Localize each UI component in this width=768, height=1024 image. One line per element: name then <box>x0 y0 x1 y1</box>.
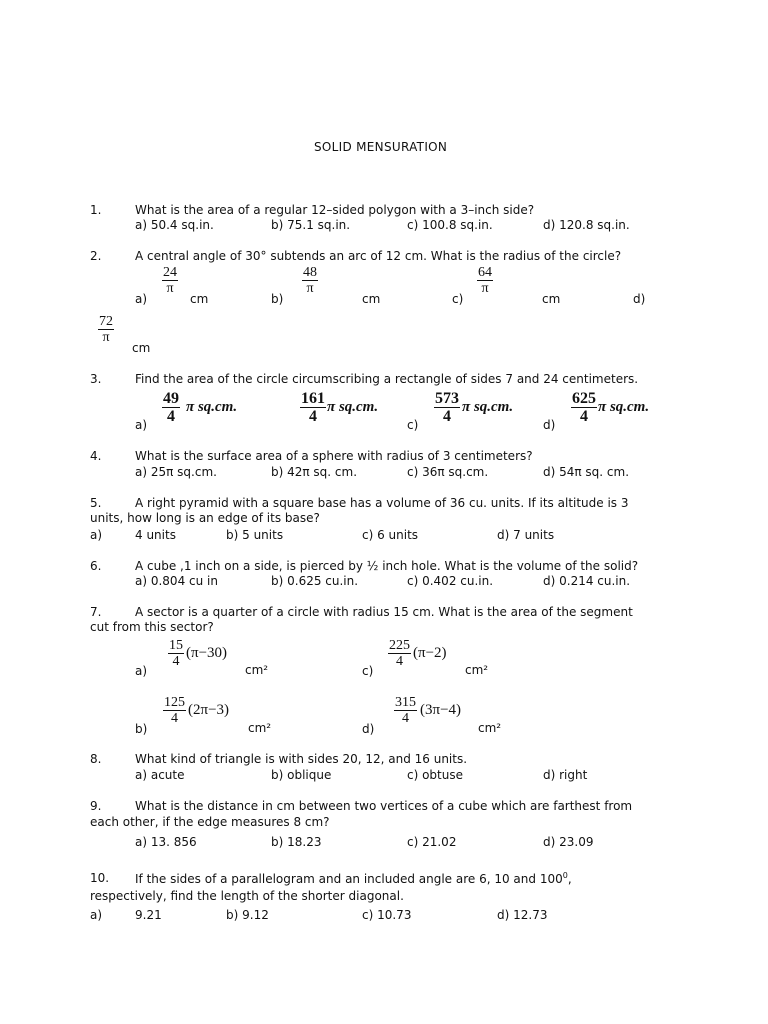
q8-choice-c: c) obtuse <box>407 768 463 782</box>
q2-number: 2. <box>90 249 102 263</box>
q3-choice-b-suffix: π sq.cm. <box>327 399 379 415</box>
q3-choice-d-label: d) <box>543 418 556 432</box>
q7-number: 7. <box>90 605 102 619</box>
q7-choice-d-label: d) <box>362 722 375 736</box>
q1-number: 1. <box>90 203 102 217</box>
q5-choice-a: 4 units <box>135 528 176 542</box>
q10-number: 10. <box>90 871 110 885</box>
q5-choice-b: b) 5 units <box>226 528 284 542</box>
q9-text: What is the distance in cm between two vertices of a cube which are farthest from <box>135 799 633 813</box>
q7-choice-a-unit: cm² <box>245 663 269 677</box>
q3-choice-c-label: c) <box>407 418 419 432</box>
q3-choice-d-fraction: $\frac{625}{4}$ <box>572 390 596 425</box>
q4-choice-c: c) 36π sq.cm. <box>407 465 489 479</box>
q8-number: 8. <box>90 752 102 766</box>
q7-choice-a-fraction: $\frac{15}{4}$ <box>169 638 183 669</box>
q2-choice-b-unit: cm <box>362 292 381 306</box>
q1-choice-c: c) 100.8 sq.in. <box>407 218 493 232</box>
q7-choice-c-label: c) <box>362 664 374 678</box>
q6-text: A cube ,1 inch on a side, is pierced by ½ inch hole. What is the volume of the solid? <box>135 559 639 573</box>
q9-text-line2: each other, if the edge measures 8 cm? <box>90 815 330 829</box>
q6-choice-a: a) 0.804 cu in <box>135 574 218 588</box>
q3-choice-a-suffix: π sq.cm. <box>186 399 238 415</box>
q2-choice-a-label: a) <box>135 292 148 306</box>
q6-number: 6. <box>90 559 102 573</box>
q1-choice-a: a) 50.4 sq.in. <box>135 218 214 232</box>
q10-text-line2: respectively, find the length of the shorter diagonal. <box>90 889 404 903</box>
q2-choice-d-unit: cm <box>132 341 151 355</box>
q1-text: What is the area of a regular 12–sided polygon with a 3–inch side? <box>135 203 535 217</box>
q8-choice-b: b) oblique <box>271 768 332 782</box>
q3-choice-d-suffix: π sq.cm. <box>598 399 650 415</box>
q3-choice-a-fraction: $\frac{49}{4}$ <box>163 390 179 425</box>
q9-choice-c: c) 21.02 <box>407 835 457 849</box>
q3-text: Find the area of the circle circumscribing a rectangle of sides 7 and 24 centimeters. <box>135 372 639 386</box>
q4-choice-a: a) 25π sq.cm. <box>135 465 217 479</box>
q2-choice-b-fraction: $\frac{48}{\pi}$ <box>303 265 317 296</box>
q7-choice-b-unit: cm² <box>248 721 272 735</box>
q9-choice-b: b) 18.23 <box>271 835 322 849</box>
q7-choice-b-fraction: $\frac{125}{4}$ <box>164 695 185 726</box>
q5-choice-c: c) 6 units <box>362 528 419 542</box>
q5-text-line2: units, how long is an edge of its base? <box>90 511 320 525</box>
q10-choice-a-label: a) <box>90 908 103 922</box>
q2-choice-a-unit: cm <box>190 292 209 306</box>
q2-choice-a-fraction: $\frac{24}{\pi}$ <box>163 265 177 296</box>
q7-choice-c-paren: (π−2) <box>413 645 447 661</box>
q8-choice-a: a) acute <box>135 768 185 782</box>
q7-choice-a-label: a) <box>135 664 148 678</box>
q9-choice-a: a) 13. 856 <box>135 835 197 849</box>
q7-choice-a-paren: (π−30) <box>186 645 228 661</box>
q5-choice-d: d) 7 units <box>497 528 555 542</box>
document-title: SOLID MENSURATION <box>314 140 448 154</box>
q7-choice-b-paren: (2π−3) <box>188 702 230 718</box>
q4-choice-b: b) 42π sq. cm. <box>271 465 358 479</box>
q8-choice-d: d) right <box>543 768 588 782</box>
degree-superscript: 0 <box>562 871 568 880</box>
q7-choice-c-fraction: $\frac{225}{4}$ <box>389 638 410 669</box>
q2-text: A central angle of 30° subtends an arc of 12 cm. What is the radius of the circle? <box>135 249 622 263</box>
q1-choice-b: b) 75.1 sq.in. <box>271 218 351 232</box>
q7-choice-c-unit: cm² <box>465 663 489 677</box>
q7-text-line2: cut from this sector? <box>90 620 214 634</box>
q1-choice-d: d) 120.8 sq.in. <box>543 218 630 232</box>
q6-choice-c: c) 0.402 cu.in. <box>407 574 494 588</box>
q5-text: A right pyramid with a square base has a volume of 36 cu. units. If its altitude is 3 <box>135 496 629 510</box>
q3-number: 3. <box>90 372 102 386</box>
q3-choice-b-fraction: $\frac{161}{4}$ <box>301 390 325 425</box>
q4-number: 4. <box>90 449 102 463</box>
q2-choice-c-fraction: $\frac{64}{\pi}$ <box>478 265 492 296</box>
q10-choice-d: d) 12.73 <box>497 908 548 922</box>
q10-text: If the sides of a parallelogram and an included angle are 6, 10 and $100^0$, <box>135 871 572 886</box>
q3-choice-c-suffix: π sq.cm. <box>462 399 514 415</box>
q7-choice-d-unit: cm² <box>478 721 502 735</box>
q4-choice-d: d) 54π sq. cm. <box>543 465 630 479</box>
q6-choice-d: d) 0.214 cu.in. <box>543 574 631 588</box>
q2-choice-b-label: b) <box>271 292 284 306</box>
q6-choice-b: b) 0.625 cu.in. <box>271 574 359 588</box>
q8-text: What kind of triangle is with sides 20, 12, and 16 units. <box>135 752 468 766</box>
q2-choice-c-label: c) <box>452 292 464 306</box>
q5-number: 5. <box>90 496 102 510</box>
q2-choice-d-fraction: $\frac{72}{\pi}$ <box>99 314 113 345</box>
q9-choice-d: d) 23.09 <box>543 835 594 849</box>
q3-choice-c-fraction: $\frac{573}{4}$ <box>435 390 459 425</box>
q2-choice-d-label: d) <box>633 292 646 306</box>
q7-choice-d-fraction: $\frac{315}{4}$ <box>395 695 416 726</box>
q10-choice-a: 9.21 <box>135 908 162 922</box>
q2-choice-c-unit: cm <box>542 292 561 306</box>
q10-choice-c: c) 10.73 <box>362 908 412 922</box>
q7-choice-d-paren: (3π−4) <box>420 702 462 718</box>
q4-text: What is the surface area of a sphere with radius of 3 centimeters? <box>135 449 533 463</box>
q7-choice-b-label: b) <box>135 722 148 736</box>
q5-choice-a-label: a) <box>90 528 103 542</box>
q9-number: 9. <box>90 799 102 813</box>
q3-choice-a-label: a) <box>135 418 148 432</box>
q10-choice-b: b) 9.12 <box>226 908 269 922</box>
q7-text: A sector is a quarter of a circle with radius 15 cm. What is the area of the segment <box>135 605 633 619</box>
